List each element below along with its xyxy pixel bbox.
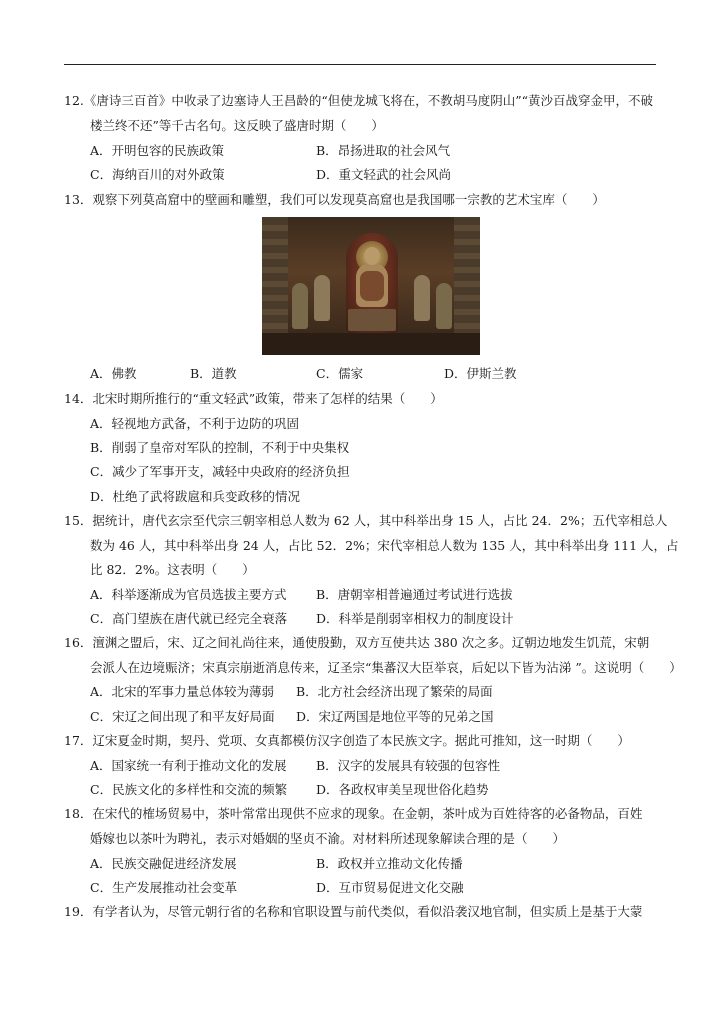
q18-option-d[interactable]: D．互市贸易促进文化交融	[316, 880, 464, 895]
q15-option-c[interactable]: C．高门望族在唐代就已经完全衰落	[90, 611, 288, 626]
q12-option-a[interactable]: A．开明包容的民族政策	[90, 143, 225, 158]
q19-stem-line1: 19．有学者认为，尽管元朝行省的名称和官职设置与前代类似，看似沿袭汉地官制，但实质上是基于大蒙	[64, 904, 643, 919]
q17-option-c[interactable]: C．民族文化的多样性和交流的频繁	[90, 782, 288, 797]
q16-stem-line1: 16．澶渊之盟后，宋、辽之间礼尚往来，通使殷勤，双方互使共达 380 次之多。辽朝边地发生饥荒，宋朝	[64, 635, 650, 650]
q16-option-b[interactable]: B．北方社会经济出现了繁荣的局面	[296, 684, 493, 699]
q17-stem-line1: 17．辽宋夏金时期，契丹、党项、女真都模仿汉字创造了本民族文字。据此可推知，这一时期（ ）	[64, 733, 630, 748]
q12-stem-line1: 12.《唐诗三百首》中收录了边塞诗人王昌龄的“但使龙城飞将在，不教胡马度阴山”“黄沙百战穿金甲，不破	[64, 93, 654, 108]
q16-option-d[interactable]: D．宋辽两国是地位平等的兄弟之国	[296, 709, 494, 724]
q18-stem-line1: 18．在宋代的榷场贸易中，茶叶常常出现供不应求的现象。在金朝，茶叶成为百姓待客的必备物品，百姓	[64, 806, 643, 821]
q12-stem-line2: 楼兰终不还”等千古名句。这反映了盛唐时期（ ）	[90, 118, 384, 133]
q12-option-c[interactable]: C．海纳百川的对外政策	[90, 167, 225, 182]
q16-option-c[interactable]: C．宋辽之间出现了和平友好局面	[90, 709, 275, 724]
q17-option-b[interactable]: B．汉字的发展具有较强的包容性	[316, 758, 501, 773]
q18-option-a[interactable]: A．民族交融促进经济发展	[90, 856, 237, 871]
q14-option-c[interactable]: C．减少了军事开支，减轻中央政府的经济负担	[90, 464, 350, 479]
q15-stem-line3: 比 82．2%。这表明（ ）	[90, 562, 255, 577]
q13-option-a[interactable]: A．佛教	[90, 366, 137, 381]
q13-stem-line1: 13．观察下列莫高窟中的壁画和雕塑，我们可以发现莫高窟也是我国哪一宗教的艺术宝库（ ）	[64, 192, 605, 207]
header-rule	[64, 64, 656, 65]
q15-option-d[interactable]: D．科举是削弱宰相权力的制度设计	[316, 611, 514, 626]
q16-option-a[interactable]: A．北宋的军事力量总体较为薄弱	[90, 684, 275, 699]
q14-stem-line1: 14．北宋时期所推行的“重文轻武”政策，带来了怎样的结果（ ）	[64, 391, 443, 406]
q18-option-c[interactable]: C．生产发展推动社会变革	[90, 880, 238, 895]
q13-option-b[interactable]: B．道教	[190, 366, 237, 381]
q14-option-d[interactable]: D．杜绝了武将跋扈和兵变政移的情况	[90, 489, 301, 504]
q13-option-d[interactable]: D．伊斯兰教	[444, 366, 517, 381]
q14-option-a[interactable]: A．轻视地方武备，不利于边防的巩固	[90, 416, 300, 431]
q15-stem-line1: 15．据统计，唐代玄宗至代宗三朝宰相总人数为 62 人，其中科举出身 15 人，占比 24．2%；五代宰相总人	[64, 513, 668, 528]
q18-option-b[interactable]: B．政权并立推动文化传播	[316, 856, 463, 871]
q14-option-b[interactable]: B．削弱了皇帝对军队的控制，不利于中央集权	[90, 440, 350, 455]
q13-option-c[interactable]: C．儒家	[316, 366, 364, 381]
q16-stem-line2: 会派人在边境赈济；宋真宗崩逝消息传来，辽圣宗“集蕃汉大臣举哀，后妃以下皆为沾涕 ”。这说明（ ）	[90, 660, 682, 675]
q18-stem-line2: 婚嫁也以茶叶为聘礼，表示对婚姻的坚贞不渝。对材料所述现象解读合理的是（ ）	[90, 831, 566, 846]
q17-option-d[interactable]: D．各政权审美呈现世俗化趋势	[316, 782, 489, 797]
mogao-cave-buddha-image	[262, 217, 480, 355]
q15-option-a[interactable]: A．科举逐渐成为官员选拔主要方式	[90, 587, 287, 602]
q15-option-b[interactable]: B．唐朝宰相普遍通过考试进行选拔	[316, 587, 513, 602]
q15-stem-line2: 数为 46 人，其中科举出身 24 人，占比 52．2%；宋代宰相总人数为 135 人，其中科举出身 111 人，占	[90, 538, 679, 553]
q12-option-d[interactable]: D．重文轻武的社会风尚	[316, 167, 452, 182]
q12-option-b[interactable]: B．昂扬进取的社会风气	[316, 143, 451, 158]
q17-option-a[interactable]: A．国家统一有利于推动文化的发展	[90, 758, 287, 773]
